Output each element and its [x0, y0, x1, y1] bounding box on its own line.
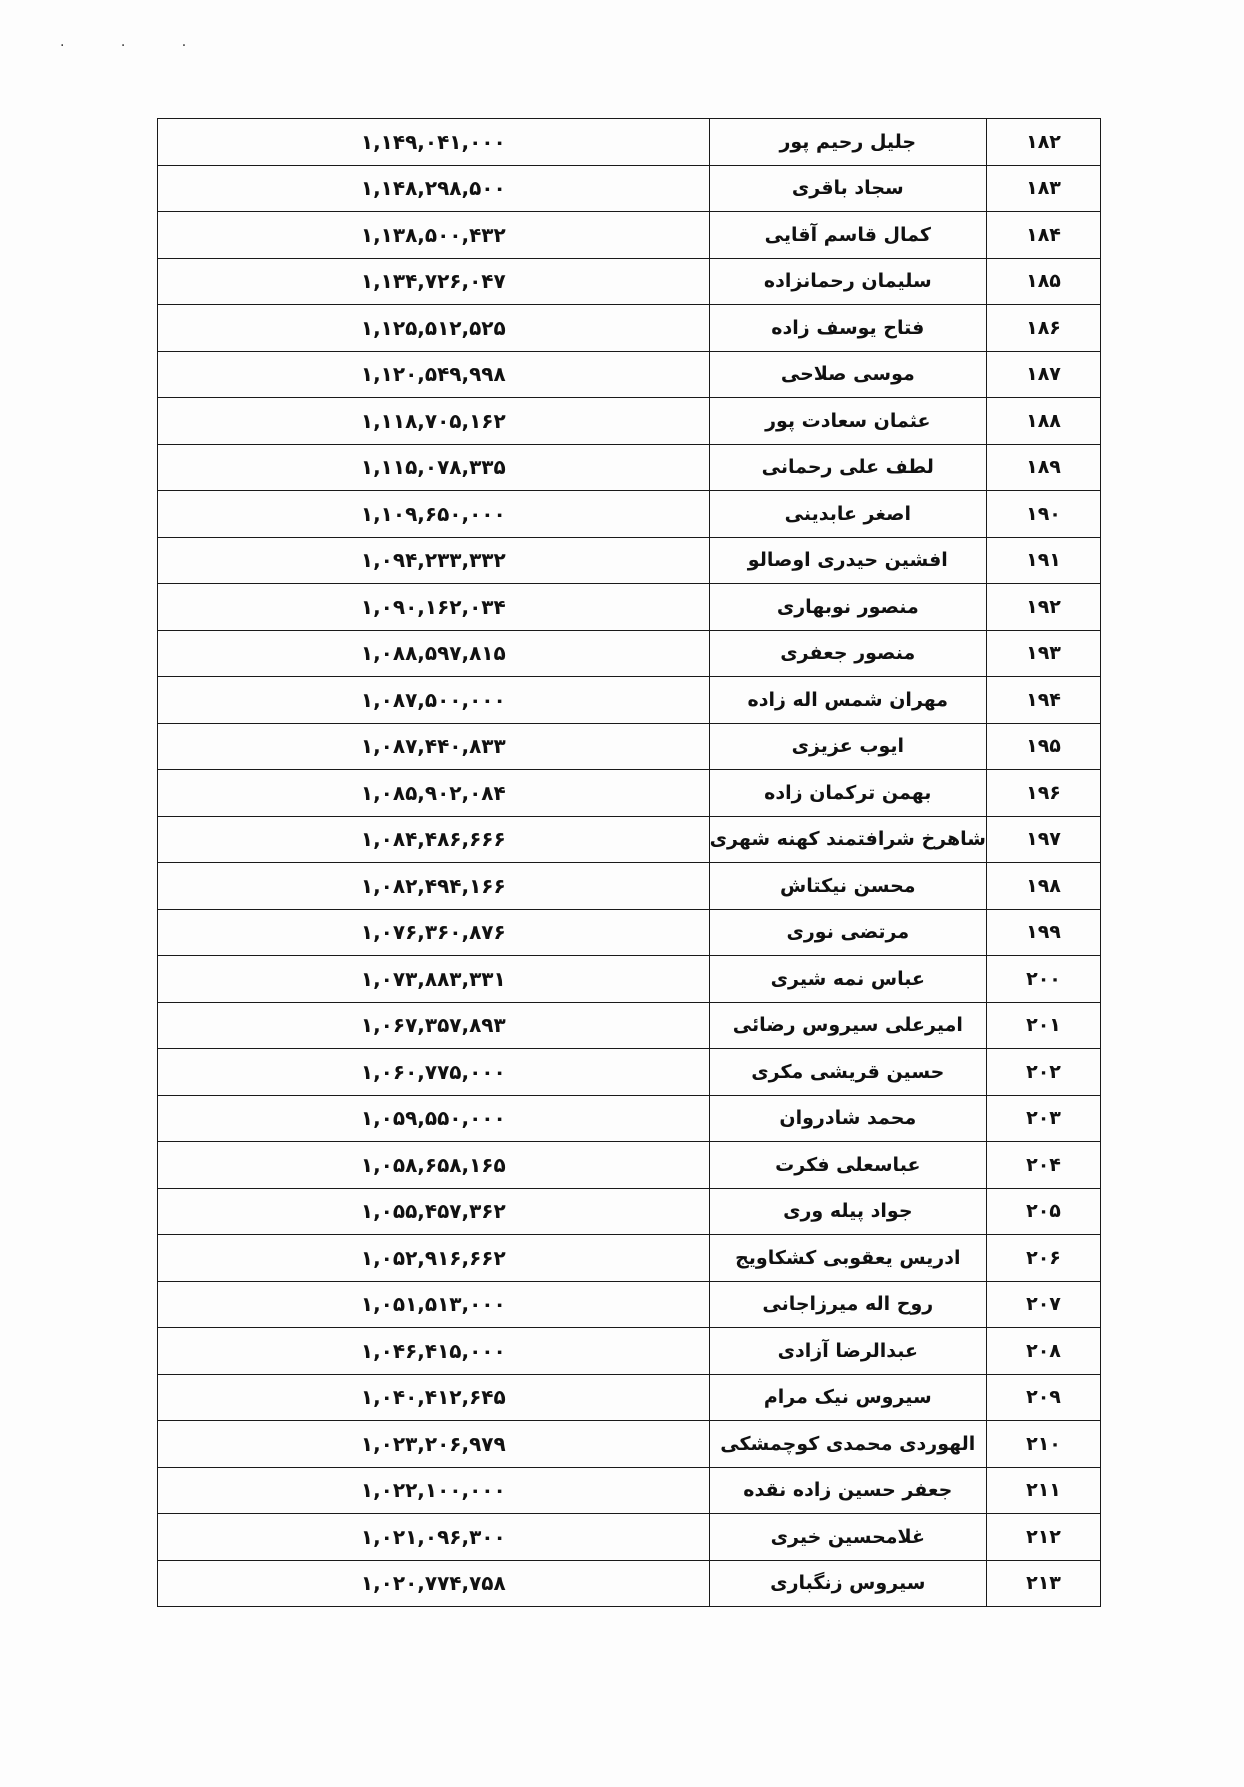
row-number: ۱۸۳ [986, 165, 1100, 212]
table-row [158, 537, 1101, 584]
row-number: ۱۸۵ [986, 258, 1100, 305]
table-row [158, 1467, 1101, 1514]
amount-value: ۱,۰۸۷,۴۴۰,۸۳۳ [360, 734, 506, 759]
table-row [158, 630, 1101, 677]
table-body [158, 119, 1101, 1607]
person-name: غلامحسین خیری [709, 1514, 986, 1561]
person-name: جواد پیله وری [709, 1188, 986, 1235]
table-row [158, 770, 1101, 817]
ranking-table [157, 118, 1101, 1607]
amount-value: ۱,۰۲۳,۲۰۶,۹۷۹ [360, 1431, 506, 1456]
table-row [158, 212, 1101, 259]
person-name: شاهرخ شرافتمند کهنه شهری [709, 816, 986, 863]
person-name: ایوب عزیزی [709, 723, 986, 770]
row-number: ۱۹۸ [986, 863, 1100, 910]
person-name: روح اله میرزاجانی [709, 1281, 986, 1328]
table-row [158, 258, 1101, 305]
amount-value: ۱,۰۵۹,۵۵۰,۰۰۰ [360, 1106, 506, 1131]
person-name: عباس نمه شیری [709, 956, 986, 1003]
table-row [158, 1514, 1101, 1561]
row-number: ۲۰۲ [986, 1049, 1100, 1096]
person-name: کمال قاسم آقایی [709, 212, 986, 259]
amount-value: ۱,۰۸۸,۵۹۷,۸۱۵ [360, 641, 506, 666]
table-row [158, 723, 1101, 770]
amount-cell [158, 165, 710, 212]
row-number: ۲۰۰ [986, 956, 1100, 1003]
amount-cell [158, 677, 710, 724]
table-row [158, 398, 1101, 445]
amount-cell [158, 1002, 710, 1049]
person-name: فتاح یوسف زاده [709, 305, 986, 352]
amount-value: ۱,۱۳۸,۵۰۰,۴۳۲ [360, 222, 506, 247]
row-number: ۱۸۴ [986, 212, 1100, 259]
table-row [158, 1328, 1101, 1375]
row-number: ۱۹۶ [986, 770, 1100, 817]
row-number: ۱۹۵ [986, 723, 1100, 770]
table-row [158, 1188, 1101, 1235]
amount-cell [158, 1467, 710, 1514]
row-number: ۱۹۷ [986, 816, 1100, 863]
row-number: ۱۹۳ [986, 630, 1100, 677]
row-number: ۲۰۹ [986, 1374, 1100, 1421]
row-number: ۱۹۱ [986, 537, 1100, 584]
person-name: ادریس یعقوبی کشکاویج [709, 1235, 986, 1282]
amount-value: ۱,۰۲۰,۷۷۴,۷۵۸ [360, 1571, 506, 1596]
amount-value: ۱,۰۸۲,۴۹۴,۱۶۶ [360, 873, 506, 898]
row-number: ۱۸۸ [986, 398, 1100, 445]
amount-cell [158, 770, 710, 817]
table-row [158, 1281, 1101, 1328]
amount-cell [158, 909, 710, 956]
amount-value: ۱,۰۲۱,۰۹۶,۳۰۰ [360, 1524, 506, 1549]
amount-value: ۱,۰۶۷,۳۵۷,۸۹۳ [360, 1013, 506, 1038]
amount-cell [158, 258, 710, 305]
person-name: محمد شادروان [709, 1095, 986, 1142]
table-row [158, 1002, 1101, 1049]
table-row [158, 956, 1101, 1003]
table-row [158, 444, 1101, 491]
amount-cell [158, 491, 710, 538]
person-name: حسین قریشی مکری [709, 1049, 986, 1096]
person-name: امیرعلی سیروس رضائی [709, 1002, 986, 1049]
amount-value: ۱,۱۰۹,۶۵۰,۰۰۰ [360, 501, 506, 526]
person-name: بهمن ترکمان زاده [709, 770, 986, 817]
amount-value: ۱,۰۵۸,۶۵۸,۱۶۵ [360, 1152, 506, 1177]
table-row [158, 351, 1101, 398]
amount-value: ۱,۰۷۳,۸۸۳,۳۳۱ [360, 966, 506, 991]
amount-value: ۱,۱۴۸,۲۹۸,۵۰۰ [360, 176, 506, 201]
amount-cell [158, 444, 710, 491]
row-number: ۱۹۹ [986, 909, 1100, 956]
row-number: ۱۸۹ [986, 444, 1100, 491]
amount-value: ۱,۱۲۰,۵۴۹,۹۹۸ [360, 362, 506, 387]
table-row [158, 909, 1101, 956]
amount-value: ۱,۰۵۵,۴۵۷,۳۶۲ [360, 1199, 506, 1224]
person-name: عثمان سعادت پور [709, 398, 986, 445]
table-row [158, 491, 1101, 538]
corner-marks: · · · [60, 38, 213, 54]
amount-cell [158, 1514, 710, 1561]
amount-cell [158, 119, 710, 166]
amount-cell [158, 1095, 710, 1142]
amount-value: ۱,۰۷۶,۳۶۰,۸۷۶ [360, 920, 506, 945]
amount-value: ۱,۱۳۴,۷۲۶,۰۴۷ [360, 269, 506, 294]
amount-cell [158, 956, 710, 1003]
person-name: افشین حیدری اوصالو [709, 537, 986, 584]
table-row [158, 863, 1101, 910]
table-row [158, 1421, 1101, 1468]
person-name: جلیل رحیم پور [709, 119, 986, 166]
row-number: ۱۹۴ [986, 677, 1100, 724]
amount-cell [158, 723, 710, 770]
person-name: سلیمان رحمانزاده [709, 258, 986, 305]
person-name: الهوردی محمدی کوچمشکی [709, 1421, 986, 1468]
amount-value: ۱,۰۴۶,۴۱۵,۰۰۰ [360, 1338, 506, 1363]
person-name: عبدالرضا آزادی [709, 1328, 986, 1375]
table-row [158, 1560, 1101, 1607]
person-name: مرتضی نوری [709, 909, 986, 956]
row-number: ۲۱۲ [986, 1514, 1100, 1561]
amount-cell [158, 1049, 710, 1096]
table-row [158, 584, 1101, 631]
person-name: عباسعلی فکرت [709, 1142, 986, 1189]
amount-cell [158, 1421, 710, 1468]
row-number: ۲۰۱ [986, 1002, 1100, 1049]
person-name: موسی صلاحی [709, 351, 986, 398]
amount-cell [158, 863, 710, 910]
row-number: ۲۱۳ [986, 1560, 1100, 1607]
row-number: ۲۱۱ [986, 1467, 1100, 1514]
amount-cell [158, 1235, 710, 1282]
amount-value: ۱,۰۸۵,۹۰۲,۰۸۴ [360, 780, 506, 805]
row-number: ۱۹۲ [986, 584, 1100, 631]
table-row [158, 1049, 1101, 1096]
amount-cell [158, 1142, 710, 1189]
amount-value: ۱,۰۲۲,۱۰۰,۰۰۰ [360, 1478, 506, 1503]
row-number: ۱۸۶ [986, 305, 1100, 352]
person-name: مهران شمس اله زاده [709, 677, 986, 724]
row-number: ۱۹۰ [986, 491, 1100, 538]
table-row [158, 165, 1101, 212]
person-name: سیروس زنگباری [709, 1560, 986, 1607]
amount-cell [158, 398, 710, 445]
amount-value: ۱,۰۹۰,۱۶۲,۰۳۴ [360, 594, 506, 619]
table-row [158, 1142, 1101, 1189]
person-name: منصور جعفری [709, 630, 986, 677]
amount-value: ۱,۰۵۱,۵۱۳,۰۰۰ [360, 1292, 506, 1317]
table-row [158, 305, 1101, 352]
amount-cell [158, 1560, 710, 1607]
row-number: ۲۰۸ [986, 1328, 1100, 1375]
amount-value: ۱,۰۴۰,۴۱۲,۶۴۵ [360, 1385, 506, 1410]
table-row [158, 816, 1101, 863]
table-row [158, 677, 1101, 724]
amount-value: ۱,۱۴۹,۰۴۱,۰۰۰ [360, 129, 506, 154]
amount-value: ۱,۱۲۵,۵۱۲,۵۲۵ [360, 315, 506, 340]
amount-cell [158, 1281, 710, 1328]
person-name: سجاد باقری [709, 165, 986, 212]
amount-cell [158, 351, 710, 398]
amount-value: ۱,۰۸۴,۴۸۶,۶۶۶ [360, 827, 506, 852]
amount-cell [158, 1328, 710, 1375]
table-row [158, 1374, 1101, 1421]
amount-cell [158, 816, 710, 863]
person-name: محسن نیکتاش [709, 863, 986, 910]
row-number: ۲۰۳ [986, 1095, 1100, 1142]
amount-value: ۱,۰۹۴,۲۳۳,۳۳۲ [360, 548, 506, 573]
amount-value: ۱,۰۸۷,۵۰۰,۰۰۰ [360, 687, 506, 712]
amount-cell [158, 212, 710, 259]
row-number: ۱۸۲ [986, 119, 1100, 166]
person-name: اصغر عابدینی [709, 491, 986, 538]
person-name: لطف علی رحمانی [709, 444, 986, 491]
amount-value: ۱,۰۵۲,۹۱۶,۶۶۲ [360, 1245, 506, 1270]
amount-cell [158, 584, 710, 631]
amount-value: ۱,۱۱۵,۰۷۸,۳۳۵ [360, 455, 506, 480]
amount-value: ۱,۱۱۸,۷۰۵,۱۶۲ [360, 408, 506, 433]
amount-cell [158, 1374, 710, 1421]
person-name: منصور نوبهاری [709, 584, 986, 631]
amount-cell [158, 630, 710, 677]
person-name: سیروس نیک مرام [709, 1374, 986, 1421]
amount-cell [158, 1188, 710, 1235]
row-number: ۱۸۷ [986, 351, 1100, 398]
row-number: ۲۰۶ [986, 1235, 1100, 1282]
row-number: ۲۰۵ [986, 1188, 1100, 1235]
person-name: جعفر حسین زاده نقده [709, 1467, 986, 1514]
row-number: ۲۱۰ [986, 1421, 1100, 1468]
amount-value: ۱,۰۶۰,۷۷۵,۰۰۰ [360, 1059, 506, 1084]
table-row [158, 1235, 1101, 1282]
amount-cell [158, 305, 710, 352]
row-number: ۲۰۷ [986, 1281, 1100, 1328]
amount-cell [158, 537, 710, 584]
table-row [158, 119, 1101, 166]
row-number: ۲۰۴ [986, 1142, 1100, 1189]
table-row [158, 1095, 1101, 1142]
